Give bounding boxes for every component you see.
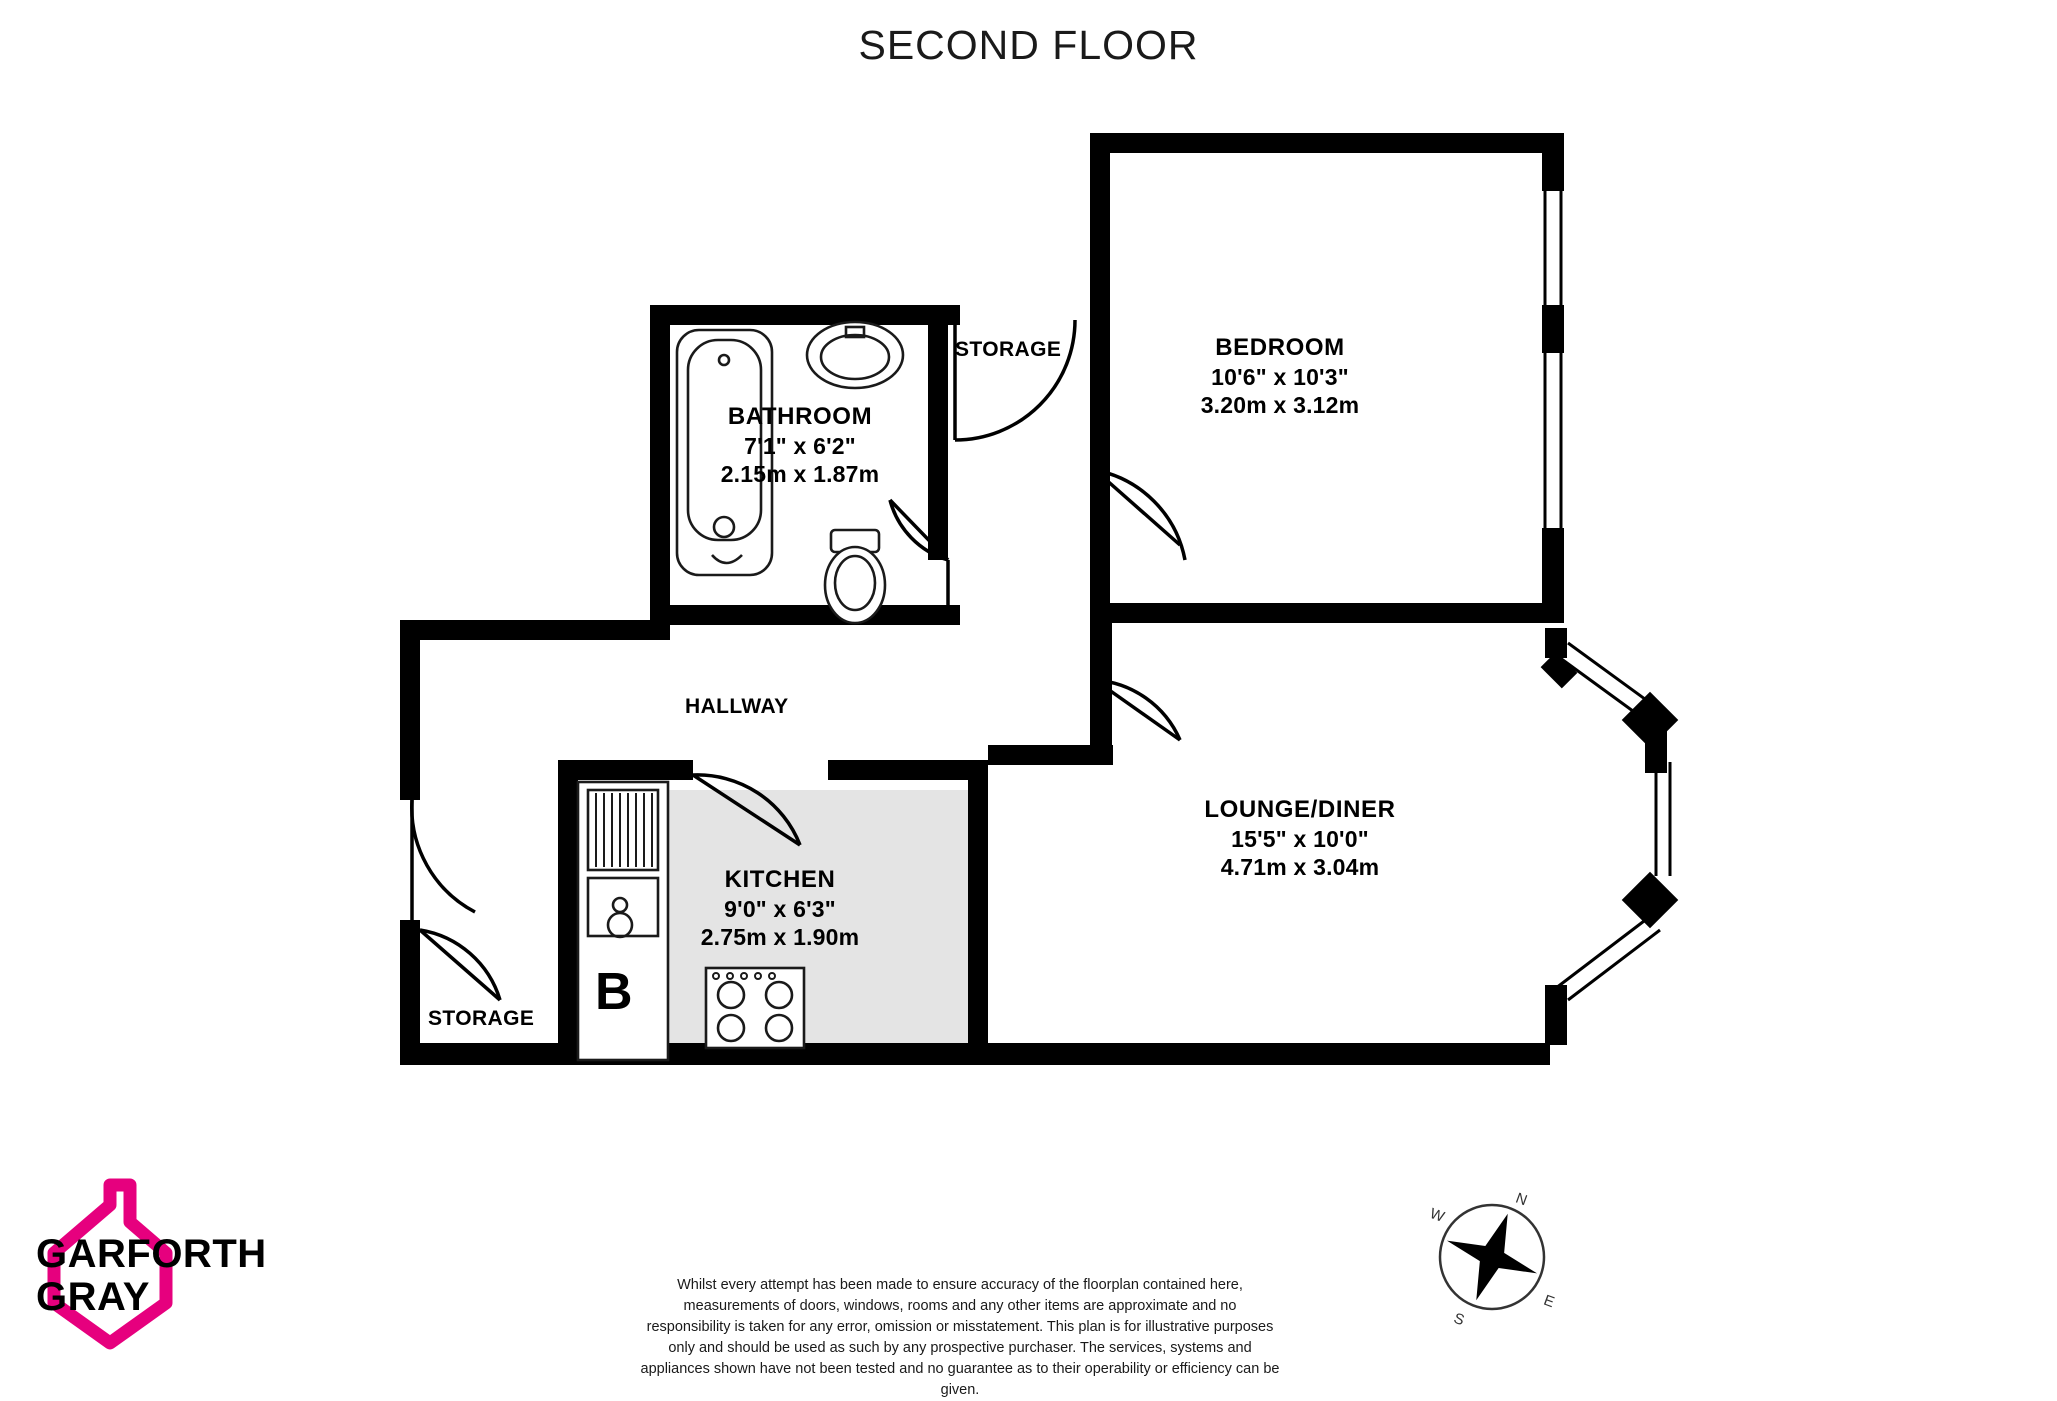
room-name-kitchen: KITCHEN [724, 866, 836, 893]
room-dim-imperial-kitchen: 9'0" x 6'3" [724, 895, 836, 922]
compass-label-n: N [1513, 1189, 1530, 1210]
room-dim-metric-lounge-diner: 4.71m x 3.04m [1220, 854, 1380, 881]
room-name-bedroom: BEDROOM [1215, 334, 1345, 361]
room-name-bathroom: BATHROOM [727, 403, 873, 430]
room-name-lounge-diner: LOUNGE/DINER [1204, 796, 1396, 823]
brand-logo [18, 1175, 318, 1350]
page-title: SECOND FLOOR [858, 22, 1199, 68]
compass-label-e: E [1541, 1291, 1557, 1312]
label-storage-top: STORAGE [955, 338, 1062, 361]
logo-text-line2: GRAY [36, 1275, 150, 1320]
compass-rose [1420, 1185, 1565, 1330]
logo-text-line1: GARFORTH [36, 1232, 267, 1276]
disclaimer-text: Whilst every attempt has been made to ensure accuracy of the floorplan contained here, measurements of doors, windows, rooms and any other items are approximate and no responsibility is taken for any error, omission or misstatement. This plan is for illustrative purposes only and should be used as such by any prospective purchaser. The services, systems and appliances shown have not been tested and no guarantee as to their operability or efficiency can be given. [640, 1277, 1280, 1399]
room-label-kitchen [620, 865, 940, 952]
label-hallway: HALLWAY [685, 695, 789, 718]
room-label-bathroom [640, 402, 960, 489]
room-dim-imperial-lounge-diner: 15'5" x 10'0" [1231, 825, 1369, 852]
compass-label-w: W [1427, 1205, 1447, 1226]
label-storage-bottom: STORAGE [428, 1007, 535, 1030]
label-boiler: B [595, 963, 633, 1021]
room-dim-metric-bathroom: 2.15m x 1.87m [720, 461, 880, 488]
room-dim-imperial-bedroom: 10'6" x 10'3" [1211, 363, 1349, 390]
room-label-lounge-diner [1140, 795, 1460, 882]
room-dim-imperial-bathroom: 7'1" x 6'2" [744, 432, 856, 459]
room-label-bedroom [1120, 333, 1440, 420]
room-dim-metric-kitchen: 2.75m x 1.90m [700, 924, 860, 951]
drainer [588, 790, 658, 870]
room-dim-metric-bedroom: 3.20m x 3.12m [1200, 392, 1360, 419]
logo-text [36, 1233, 267, 1319]
compass-label-s: S [1451, 1309, 1467, 1330]
